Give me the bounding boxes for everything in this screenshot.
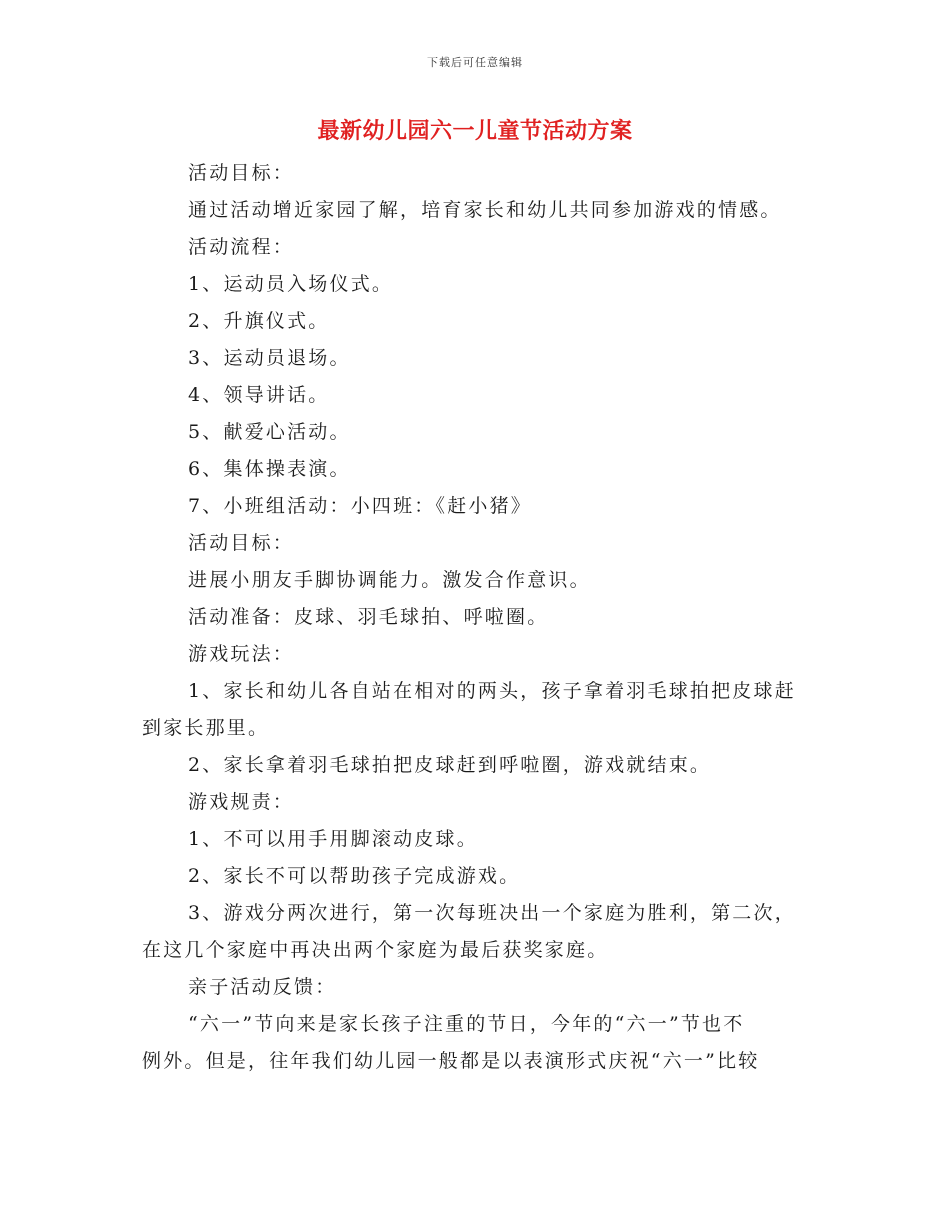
text-line: 4、领导讲话。 <box>188 384 330 406</box>
text-line: 活动目标： <box>188 162 295 184</box>
document-body <box>142 155 810 1080</box>
text-line: 游戏规责： <box>188 791 295 813</box>
document-title: 最新幼儿园六一儿童节活动方案 <box>317 119 633 144</box>
text-line: 在这几个家庭中再决出两个家庭为最后获奖家庭。 <box>142 939 609 961</box>
text-line: 1、运动员入场仪式。 <box>188 273 394 295</box>
text-line: 3、游戏分两次进行，第一次每班决出一个家庭为胜利，第二次， <box>188 902 796 924</box>
text-line: 1、不可以用手用脚滚动皮球。 <box>188 828 478 850</box>
text-line: 7、小班组活动：小四班：《赶小猪》 <box>188 495 532 517</box>
text-line: 亲子活动反馈： <box>188 976 337 998</box>
text-line: 例外。但是，往年我们幼儿园一般都是以表演形式庆祝“六一”比较 <box>142 1050 760 1072</box>
text-line: 2、升旗仪式。 <box>188 310 330 332</box>
text-line: 活动目标： <box>188 532 295 554</box>
text-line: “六一”节向来是家长孩子注重的节日，今年的“六一”节也不 <box>188 1013 745 1035</box>
text-line: 活动准备：皮球、羽毛球拍、呼啦圈。 <box>188 606 549 628</box>
text-line: 2、家长拿着羽毛球拍把皮球赶到呼啦圈，游戏就结束。 <box>188 754 712 776</box>
text-line: 5、献爱心活动。 <box>188 421 351 443</box>
header-note: 下载后可任意编辑 <box>427 56 523 69</box>
text-line: 3、运动员退场。 <box>188 347 351 369</box>
text-line: 1、家长和幼儿各自站在相对的两头，孩子拿着羽毛球拍把皮球赶 <box>188 680 796 702</box>
text-line: 通过活动增近家园了解，培育家长和幼儿共同参加游戏的情感。 <box>188 199 782 221</box>
text-line: 6、集体操表演。 <box>188 458 351 480</box>
text-line: 进展小朋友手脚协调能力。激发合作意识。 <box>188 569 591 591</box>
text-line: 到家长那里。 <box>142 717 270 739</box>
text-line: 游戏玩法： <box>188 643 295 665</box>
text-line: 活动流程： <box>188 236 295 258</box>
text-line: 2、家长不可以帮助孩子完成游戏。 <box>188 865 521 887</box>
